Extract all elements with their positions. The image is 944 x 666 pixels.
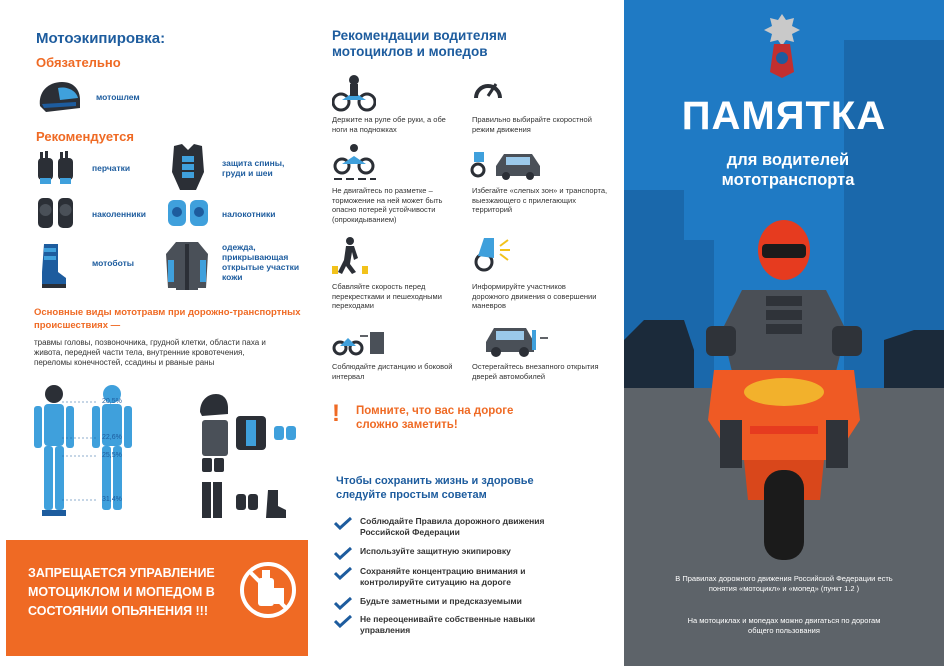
tip-speed: Правильно выбирайте скоростной режим движения	[472, 115, 592, 134]
cover-note-definitions: В Правилах дорожного движения Российской Федерации есть понятия «мотоцикл» и «мопед» (пункт 1.2 )	[675, 574, 893, 593]
distance-icon	[332, 326, 384, 358]
back-protector-label: защита спины, груди и шеи	[222, 158, 285, 178]
gloves-icon	[36, 150, 76, 186]
tip-marking: Не двигайтесь по разметке – торможение на ней может быть опасно потерей устойчивости (опрокидыванием)	[332, 186, 443, 224]
car-door-icon	[482, 320, 548, 358]
elbow-pads-label: налокотники	[222, 209, 276, 219]
injuries-text: травмы головы, позвоночника, грудной клетки, области паха и живота, передней части тела, внутренние кровотечения, переломы конечностей, ссадины и рваные раны	[34, 338, 266, 367]
check-icon	[334, 566, 352, 580]
warning-text: Помните, что вас на дороге сложно заметить!	[356, 405, 514, 431]
tip-handlebar: Держите на руле обе руки, а обе ноги на подножках	[332, 115, 446, 134]
turn-signal-icon	[472, 232, 514, 272]
tip-doors: Остерегайтесь внезапного открытия дверей автомобилей	[472, 362, 599, 381]
tip-blind-spots: Избегайте «слепых зон» и транспорта, выезжающего с прилегающих территорий	[472, 186, 608, 214]
jacket-icon	[164, 240, 210, 292]
boot-icon	[38, 242, 68, 290]
recommendations-title: Рекомендации водителям мотоциклов и мопедов	[332, 28, 507, 59]
cover-note-roads: На мотоциклах и мопедах можно двигаться по дорогам общего пользования	[687, 616, 881, 635]
check-icon	[334, 516, 352, 530]
elbow-pads-icon	[166, 196, 210, 230]
percent-head: 20,5%	[102, 398, 122, 405]
no-alcohol-icon	[238, 560, 298, 620]
tip-distance: Соблюдайте дистанцию и боковой интервал	[332, 362, 453, 381]
percent-abdomen: 25,5%	[102, 452, 122, 459]
road-marking-icon	[332, 144, 376, 182]
checklist-item-text: Не переоценивайте собственные навыки управления	[360, 614, 536, 635]
checklist-item-text: Соблюдайте Правила дорожного движения Российской Федерации	[360, 516, 545, 537]
back-protector-icon	[166, 142, 210, 192]
blind-spot-icon	[470, 146, 550, 180]
percent-legs: 31,4%	[102, 496, 122, 503]
boots-label: мотоботы	[92, 258, 135, 268]
checklist-item-text: Будьте заметными и предсказуемыми	[360, 596, 522, 606]
checklist-item-text: Сохраняйте концентрацию внимания и контролируйте ситуацию на дороге	[360, 566, 526, 587]
checklist-item-text: Используйте защитную экипировку	[360, 546, 511, 556]
knee-pads-icon	[36, 196, 76, 230]
equipment-title: Мотоэкипировка:	[36, 30, 166, 47]
speedometer-icon	[472, 74, 504, 106]
gloves-label: перчатки	[92, 163, 131, 173]
check-icon	[334, 596, 352, 610]
pedestrian-crossing-icon	[332, 236, 368, 276]
tip-maneuvers: Информируйте участников дорожного движения о совершении маневров	[472, 282, 597, 310]
hands-on-handlebar-icon	[332, 74, 376, 112]
required-heading: Обязательно	[36, 55, 121, 70]
recommendations-column	[318, 0, 618, 666]
warning-exclaim: !	[332, 400, 340, 427]
cover-subtitle: для водителей мототранспорта	[721, 151, 855, 189]
cover-panel	[624, 0, 944, 666]
police-emblem-icon	[764, 14, 800, 78]
injuries-heading: Основные виды мототравм при дорожно-транспортных происшествиях —	[34, 307, 301, 331]
advice-title: Чтобы сохранить жизнь и здоровье следуйте простым советам	[336, 475, 534, 501]
no-drunk-driving-text: ЗАПРЕЩАЕТСЯ УПРАВЛЕНИЕ МОТОЦИКЛОМ И МОПЕДОМ В СОСТОЯНИИ ОПЬЯНЕНИЯ !!!	[28, 566, 215, 618]
clothing-label: одежда, прикрывающая открытые участки кожи	[222, 242, 300, 282]
percent-chest: 22,6%	[102, 434, 122, 441]
knee-pads-label: наколенники	[92, 209, 146, 219]
check-icon	[334, 614, 352, 628]
cover-title: ПАМЯТКА	[681, 94, 887, 138]
gear-set-icon	[196, 390, 300, 522]
recommended-heading: Рекомендуется	[36, 129, 134, 144]
body-figures-icon	[22, 382, 140, 532]
check-icon	[334, 546, 352, 560]
equipment-column	[0, 0, 310, 666]
helmet-icon	[36, 80, 82, 114]
tip-crossings: Сбавляйте скорость перед перекрестками и пешеходными переходами	[332, 282, 442, 310]
helmet-label: мотошлем	[96, 92, 140, 102]
